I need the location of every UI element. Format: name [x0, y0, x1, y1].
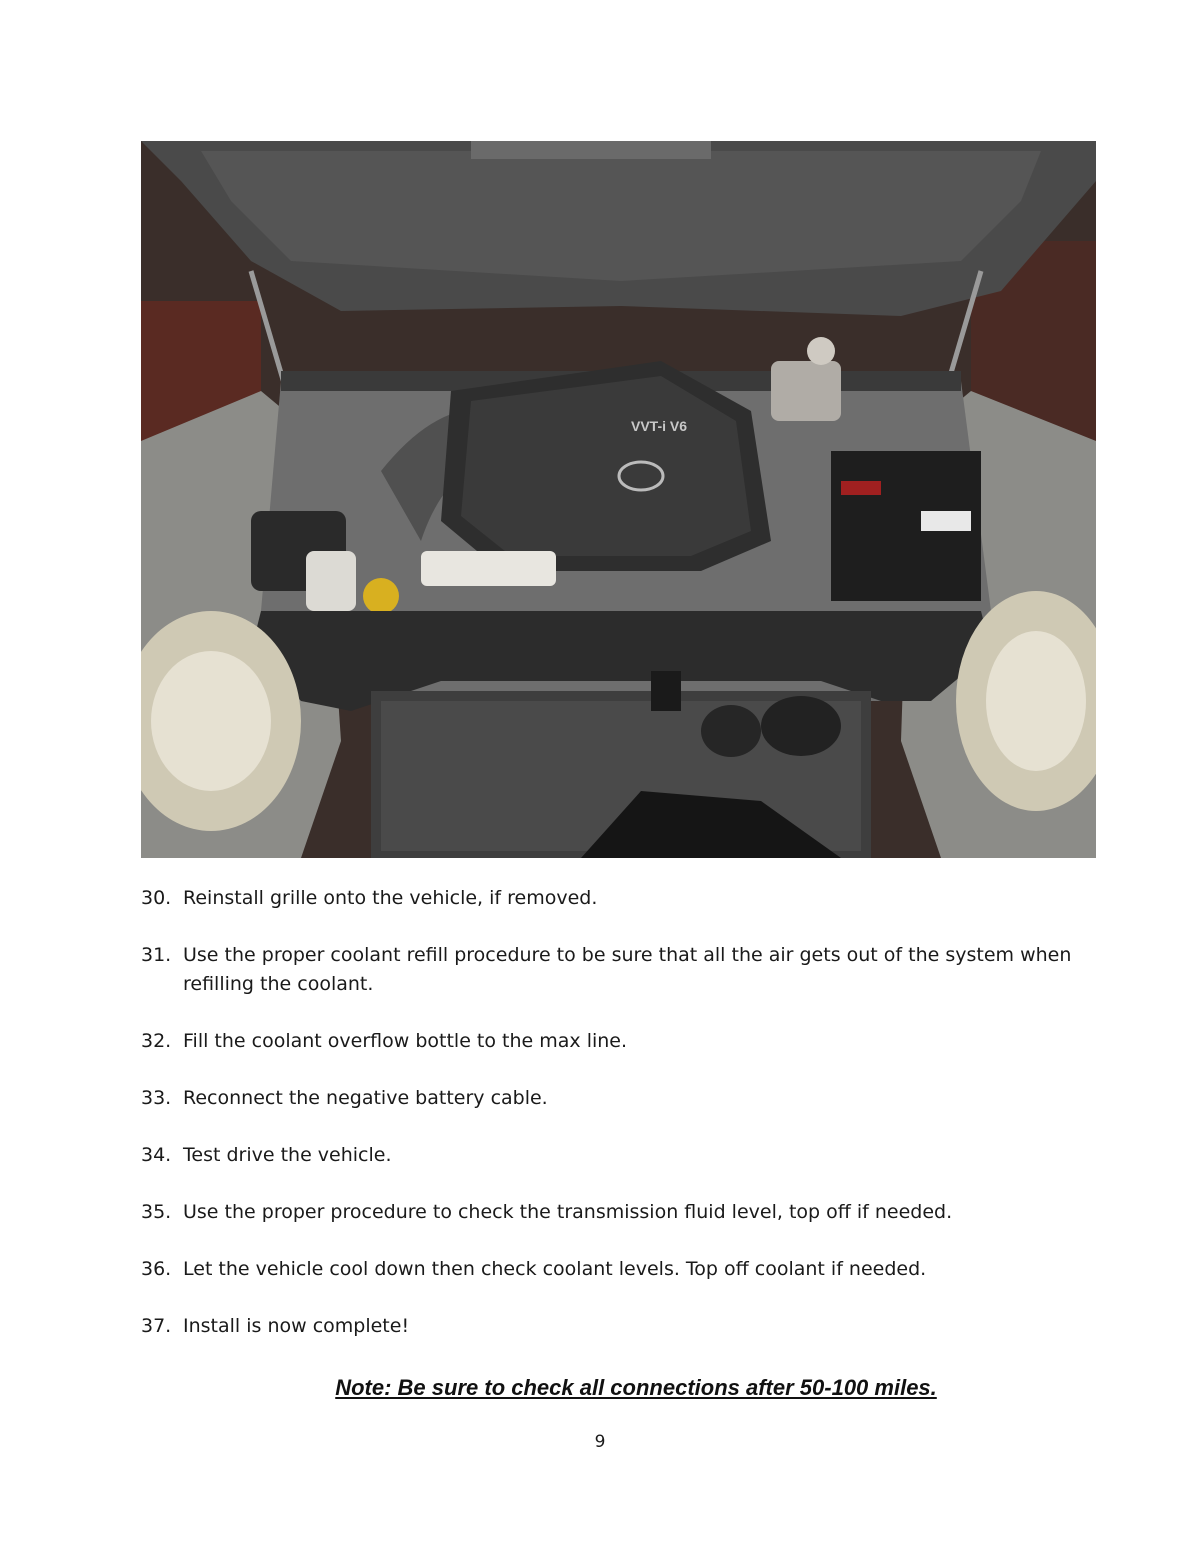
step-item — [141, 1141, 1081, 1170]
step-number: 30. — [141, 887, 172, 909]
step-text: Reinstall grille onto the vehicle, if removed. — [183, 887, 598, 909]
step-item — [141, 941, 1081, 999]
step-item — [141, 884, 1081, 913]
step-text: Test drive the vehicle. — [183, 1144, 392, 1166]
engine-bay-photo — [141, 141, 1096, 858]
engine-cover-label: VVT-i V6 — [631, 418, 688, 434]
step-number: 36. — [141, 1258, 172, 1280]
instruction-steps — [141, 884, 1081, 1369]
step-number: 33. — [141, 1087, 172, 1109]
step-text: Let the vehicle cool down then check coolant levels. Top off coolant if needed. — [183, 1258, 927, 1280]
step-text: Reconnect the negative battery cable. — [183, 1087, 548, 1109]
step-item — [141, 1084, 1081, 1113]
step-text: Fill the coolant overflow bottle to the max line. — [183, 1030, 628, 1052]
page-number: 9 — [594, 1432, 606, 1452]
step-number: 37. — [141, 1315, 172, 1337]
step-item — [141, 1027, 1081, 1056]
engine-bay-illustration — [141, 141, 1096, 858]
step-item — [141, 1198, 1081, 1227]
step-number: 34. — [141, 1144, 172, 1166]
step-number: 32. — [141, 1030, 172, 1052]
step-text: Use the proper coolant refill procedure to be sure that all the air gets out of the system when refilling the coolant. — [183, 944, 1072, 995]
step-item — [141, 1312, 1081, 1341]
mileage-note: Note: Be sure to check all connections after 50-100 miles. — [335, 1375, 937, 1400]
step-number: 35. — [141, 1201, 172, 1223]
step-item — [141, 1255, 1081, 1284]
step-text: Use the proper procedure to check the transmission fluid level, top off if needed. — [183, 1201, 953, 1223]
step-text: Install is now complete! — [183, 1315, 410, 1337]
step-number: 31. — [141, 944, 172, 966]
